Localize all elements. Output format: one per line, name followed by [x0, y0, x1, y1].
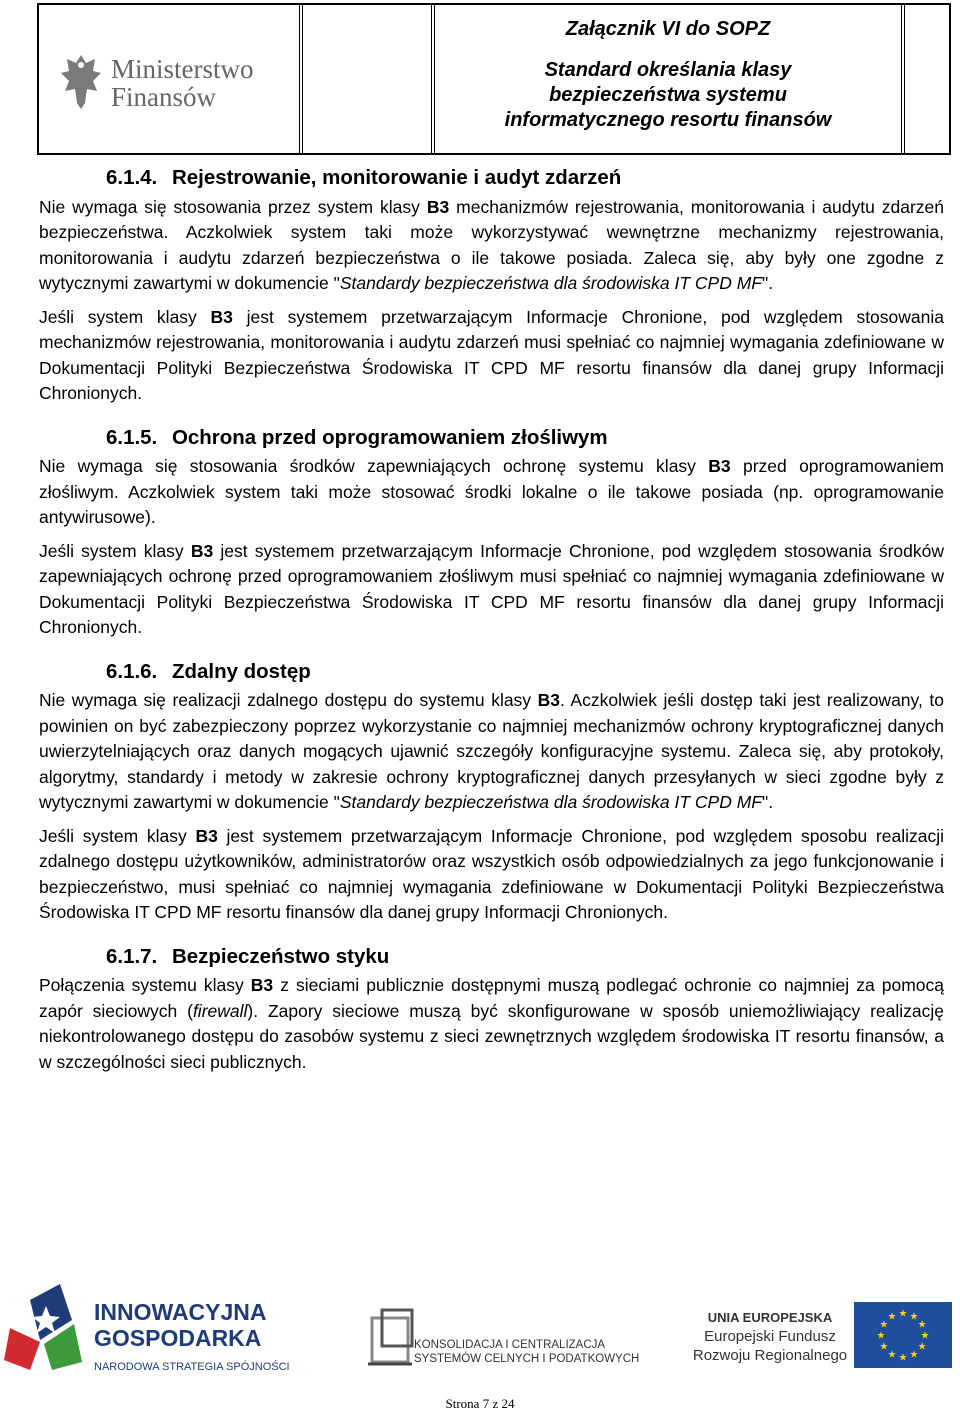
section-title: Bezpieczeństwo styku	[172, 944, 390, 968]
paragraph: Nie wymaga się stosowania środków zapewniających ochronę systemu klasy B3 przed oprogramowaniem złośliwym. Aczkolwiek system taki może stosować środki lokalne o ile takowe posiada (np. oprogramowanie antywirusowe).	[39, 456, 944, 527]
ig-line1: INNOWACYJNA	[94, 1299, 267, 1325]
eu-star-icon: ★	[920, 1330, 930, 1342]
ministry-logo	[39, 5, 303, 153]
ministry-line1: Ministerstwo	[111, 54, 254, 84]
konsolidacja-logo	[368, 1310, 639, 1365]
ig-line3: NARODOWA STRATEGIA SPÓJNOŚCI	[94, 1361, 290, 1373]
paragraph: Jeśli system klasy B3 jest systemem przetwarzającym Informacje Chronione, pod względem stosowania mechanizmów rejestrowania, monitorowania i audytu zdarzeń musi spełniać co najmniej wymagania zdefiniowane w Dokumentacji Polityki Bezpieczeństwa Środowiska IT CPD MF resortu finansów dla danej grupy Informacji Chronionych.	[39, 306, 944, 403]
eu-line2: Europejski Fundusz	[704, 1328, 836, 1345]
eu-star-icon: ★	[917, 1319, 927, 1331]
section-title: Rejestrowanie, monitorowanie i audyt zdarzeń	[172, 166, 622, 189]
section-number: 6.1.6.	[106, 659, 158, 683]
section-number: 6.1.7.	[106, 944, 158, 968]
ministry-wordmark	[111, 55, 254, 111]
ministry-line2: Finansów	[111, 82, 217, 112]
paragraph: Jeśli system klasy B3 jest systemem przetwarzającym Informacje Chronione, pod względem sposobu realizacji zdalnego dostępu użytkowników, administratorów oraz wszystkich osób odpowiedzialnych za jego funkcjonowanie i bezpieczeństwo, musi spełniać co najmniej wymagania zdefiniowane w Dokumentacji Polityki Bezpieczeństwa Środowiska IT CPD MF resortu finansów dla danej grupy Informacji Chronionych.	[39, 825, 944, 922]
paragraph: Jeśli system klasy B3 jest systemem przetwarzającym Informacje Chronione, pod względem stosowania środków zapewniających ochronę przed oprogramowaniem złośliwym musi spełniać co najmniej wymagania zdefiniowane w Dokumentacji Polityki Bezpieczeństwa Środowiska IT CPD MF resortu finansów dla danej grupy Informacji Chronionych.	[39, 540, 945, 637]
ig-line2: GOSPODARKA	[94, 1325, 262, 1351]
eagle-emblem-icon	[59, 51, 103, 111]
eu-star-icon: ★	[898, 1352, 908, 1364]
section-heading	[39, 944, 944, 970]
innowacyjna-gospodarka-logo	[4, 1284, 290, 1373]
annex-label: Załącznik VI do SOPZ	[565, 18, 771, 40]
section-heading	[39, 425, 944, 451]
eu-star-icon: ★	[909, 1349, 919, 1361]
paragraph: Połączenia systemu klasy B3 z sieciami publicznie dostępnymi muszą podlegać ochronie co najmniej za pomocą zapór sieciowych (firewall). Zapory sieciowe muszą być skonfigurowane w sposób uniemożliwiający realizację niekontrolowanego dostępu do zasobów systemu z sieci zewnętrznych względem środowiska IT resortu finansów, a w szczególności sieci publicznych.	[39, 975, 945, 1072]
header-end-cell	[905, 5, 949, 153]
header-spacer-cell	[303, 5, 435, 153]
section-heading	[39, 165, 944, 191]
eu-star-icon: ★	[879, 1341, 889, 1353]
eu-star-icon: ★	[887, 1311, 897, 1323]
section-title: Zdalny dostęp	[172, 659, 311, 683]
footer-logos	[0, 1280, 960, 1375]
eu-line1: UNIA EUROPEJSKA	[707, 1310, 833, 1325]
standard-title-line3: informatycznego resortu finansów	[504, 109, 832, 131]
eu-fund-logo	[693, 1302, 952, 1368]
eu-star-icon: ★	[898, 1308, 908, 1320]
eu-star-icon: ★	[909, 1311, 919, 1323]
section-number: 6.1.4.	[106, 166, 158, 189]
paragraph: Nie wymaga się stosowania przez system klasy B3 mechanizmów rejestrowania, monitorowania i audytu zdarzeń bezpieczeństwa. Aczkolwiek system taki może wykorzystywać wewnętrzne mechanizmy rejestrowania, monitorowania i audytu zdarzeń bezpieczeństwa o ile takowe posiada. Zaleca się, aby były one zgodne z wytycznymi zawartymi w dokumencie "Standardy bezpieczeństwa dla środowiska IT CPD MF".	[39, 196, 944, 293]
section-heading	[39, 659, 944, 685]
section-title: Ochrona przed oprogramowaniem złośliwym	[172, 425, 608, 449]
star-shapes-icon	[4, 1284, 82, 1370]
building-emblem-icon	[368, 1310, 412, 1364]
page-number: Strona 7 z 24	[445, 1396, 515, 1411]
eu-star-icon: ★	[917, 1341, 927, 1353]
eu-star-icon: ★	[887, 1349, 897, 1361]
document-body	[39, 165, 944, 1075]
kc-line2: SYSTEMÓW CELNYCH I PODATKOWYCH	[414, 1353, 640, 1365]
document-header	[37, 3, 951, 155]
section-number: 6.1.5.	[106, 425, 158, 449]
eu-line3: Rozwoju Regionalnego	[692, 1347, 848, 1364]
standard-title-line2: bezpieczeństwa systemu	[549, 84, 787, 106]
header-title-cell	[435, 5, 905, 153]
standard-title-line1: Standard określania klasy	[544, 59, 792, 81]
eu-star-icon: ★	[879, 1319, 889, 1331]
kc-line1: KONSOLIDACJA I CENTRALIZACJA	[414, 1339, 606, 1351]
eu-star-icon: ★	[876, 1330, 886, 1342]
paragraph: Nie wymaga się realizacji zdalnego dostępu do systemu klasy B3. Aczkolwiek jeśli dostęp taki jest realizowany, to powinien on być zabezpieczony poprzez wykorzystanie co najmniej mechanizmów ochrony kryptograficznej danych uwierzytelniających oraz danych mogących ujawnić szczegóły konfiguracyjne systemu. Zaleca się, aby protokoły, algorytmy, standardy i metody w zakresie ochrony kryptograficznej danych przesyłanych w sieci zgodne były z wytycznymi zawartymi w dokumencie "Standardy bezpieczeństwa dla środowiska IT CPD MF".	[39, 690, 944, 812]
